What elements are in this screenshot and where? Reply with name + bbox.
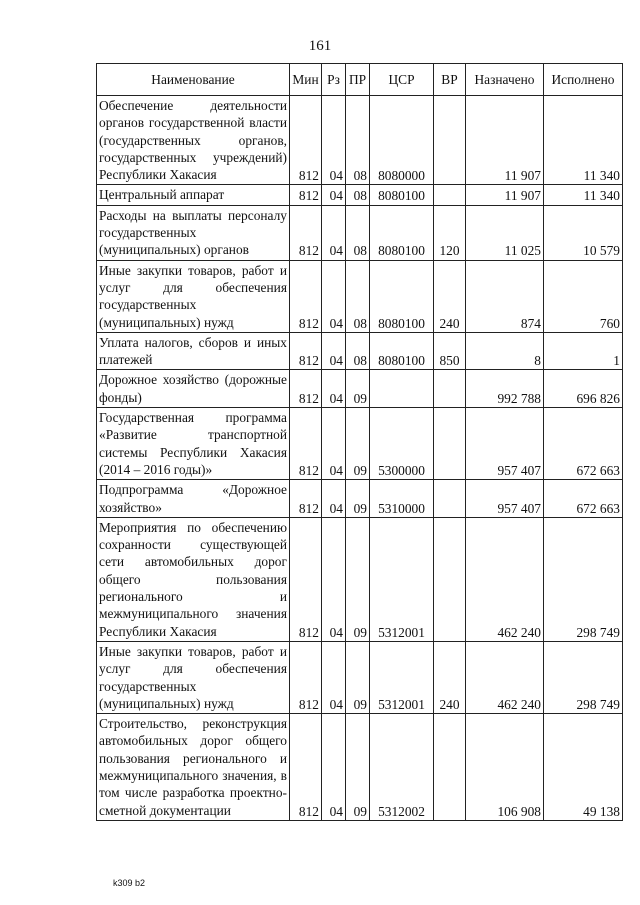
column-header-rz: Рз <box>322 64 346 96</box>
row-rz: 04 <box>322 260 346 332</box>
row-executed: 672 663 <box>544 408 623 480</box>
row-assigned: 462 240 <box>466 517 544 641</box>
row-name: Строительство, реконструкция автомобильных дорог общего пользования регионального и межмуниципального значения, в том числе разработка проектно-сметной документации <box>97 714 290 821</box>
table-row <box>97 260 623 332</box>
row-executed: 298 749 <box>544 517 623 641</box>
row-rz: 04 <box>322 96 346 185</box>
row-assigned: 957 407 <box>466 480 544 518</box>
column-header-vr: ВР <box>434 64 466 96</box>
row-executed: 11 340 <box>544 185 623 205</box>
column-header-executed: Исполнено <box>544 64 623 96</box>
row-vr: 240 <box>434 260 466 332</box>
column-header-min: Мин <box>290 64 322 96</box>
row-csr <box>370 370 434 408</box>
row-pr: 09 <box>346 480 370 518</box>
row-min: 812 <box>290 205 322 260</box>
row-pr: 09 <box>346 641 370 713</box>
table-row <box>97 332 623 370</box>
row-name: Уплата налогов, сборов и иных платежей <box>97 332 290 370</box>
row-vr <box>434 517 466 641</box>
row-min: 812 <box>290 260 322 332</box>
row-vr <box>434 185 466 205</box>
row-csr: 5312001 <box>370 641 434 713</box>
row-min: 812 <box>290 408 322 480</box>
row-pr: 08 <box>346 96 370 185</box>
row-csr: 8080100 <box>370 185 434 205</box>
row-name: Обеспечение деятельности органов государственной власти (государственных органов, государственных учреждений) Республики Хакасия <box>97 96 290 185</box>
column-header-assigned: Назначено <box>466 64 544 96</box>
row-name: Иные закупки товаров, работ и услуг для обеспечения государственных (муниципальных) нужд <box>97 641 290 713</box>
row-executed: 11 340 <box>544 96 623 185</box>
row-pr: 09 <box>346 714 370 821</box>
row-executed: 298 749 <box>544 641 623 713</box>
row-rz: 04 <box>322 641 346 713</box>
row-name: Дорожное хозяйство (дорожные фонды) <box>97 370 290 408</box>
column-header-name: Наименование <box>97 64 290 96</box>
table-row <box>97 370 623 408</box>
row-executed: 49 138 <box>544 714 623 821</box>
row-min: 812 <box>290 332 322 370</box>
row-min: 812 <box>290 480 322 518</box>
column-header-pr: ПР <box>346 64 370 96</box>
row-name: Центральный аппарат <box>97 185 290 205</box>
row-vr: 850 <box>434 332 466 370</box>
row-assigned: 11 907 <box>466 96 544 185</box>
row-rz: 04 <box>322 408 346 480</box>
row-name: Мероприятия по обеспечению сохранности существующей сети автомобильных дорог общего пользования регионального и межмуниципального значения Республики Хакасия <box>97 517 290 641</box>
row-name: Расходы на выплаты персоналу государственных (муниципальных) органов <box>97 205 290 260</box>
row-pr: 09 <box>346 408 370 480</box>
table-row <box>97 641 623 713</box>
footer-code: k309 b2 <box>113 878 146 888</box>
row-rz: 04 <box>322 185 346 205</box>
row-csr: 5300000 <box>370 408 434 480</box>
row-executed: 696 826 <box>544 370 623 408</box>
table-header-row <box>97 64 623 96</box>
table-row <box>97 205 623 260</box>
row-assigned: 11 025 <box>466 205 544 260</box>
row-pr: 08 <box>346 185 370 205</box>
row-name: Иные закупки товаров, работ и услуг для обеспечения государственных (муниципальных) нужд <box>97 260 290 332</box>
row-min: 812 <box>290 185 322 205</box>
row-rz: 04 <box>322 370 346 408</box>
row-assigned: 8 <box>466 332 544 370</box>
row-executed: 10 579 <box>544 205 623 260</box>
row-csr: 5312001 <box>370 517 434 641</box>
table-row <box>97 480 623 518</box>
table-row <box>97 517 623 641</box>
table-row <box>97 96 623 185</box>
table-row <box>97 714 623 821</box>
row-rz: 04 <box>322 480 346 518</box>
row-pr: 08 <box>346 260 370 332</box>
row-min: 812 <box>290 96 322 185</box>
row-rz: 04 <box>322 517 346 641</box>
row-pr: 08 <box>346 205 370 260</box>
row-rz: 04 <box>322 332 346 370</box>
row-vr: 120 <box>434 205 466 260</box>
row-name: Подпрограмма «Дорожное хозяйство» <box>97 480 290 518</box>
row-assigned: 106 908 <box>466 714 544 821</box>
row-vr <box>434 370 466 408</box>
row-csr: 8080100 <box>370 205 434 260</box>
row-min: 812 <box>290 714 322 821</box>
row-csr: 8080100 <box>370 260 434 332</box>
row-assigned: 11 907 <box>466 185 544 205</box>
row-pr: 08 <box>346 332 370 370</box>
row-csr: 5312002 <box>370 714 434 821</box>
row-name: Государственная программа «Развитие транспортной системы Республики Хакасия (2014 – 2016 годы)» <box>97 408 290 480</box>
row-rz: 04 <box>322 714 346 821</box>
row-assigned: 874 <box>466 260 544 332</box>
row-vr <box>434 408 466 480</box>
row-pr: 09 <box>346 370 370 408</box>
column-header-csr: ЦСР <box>370 64 434 96</box>
row-executed: 1 <box>544 332 623 370</box>
row-executed: 672 663 <box>544 480 623 518</box>
row-min: 812 <box>290 370 322 408</box>
row-vr <box>434 480 466 518</box>
row-pr: 09 <box>346 517 370 641</box>
row-assigned: 957 407 <box>466 408 544 480</box>
row-rz: 04 <box>322 205 346 260</box>
row-assigned: 992 788 <box>466 370 544 408</box>
row-csr: 5310000 <box>370 480 434 518</box>
page-number: 161 <box>308 38 332 54</box>
row-vr: 240 <box>434 641 466 713</box>
row-csr: 8080100 <box>370 332 434 370</box>
row-vr <box>434 96 466 185</box>
table-row <box>97 185 623 205</box>
table-body <box>97 96 623 821</box>
row-min: 812 <box>290 641 322 713</box>
row-vr <box>434 714 466 821</box>
budget-table <box>96 63 623 821</box>
row-csr: 8080000 <box>370 96 434 185</box>
table-row <box>97 408 623 480</box>
row-assigned: 462 240 <box>466 641 544 713</box>
row-min: 812 <box>290 517 322 641</box>
row-executed: 760 <box>544 260 623 332</box>
